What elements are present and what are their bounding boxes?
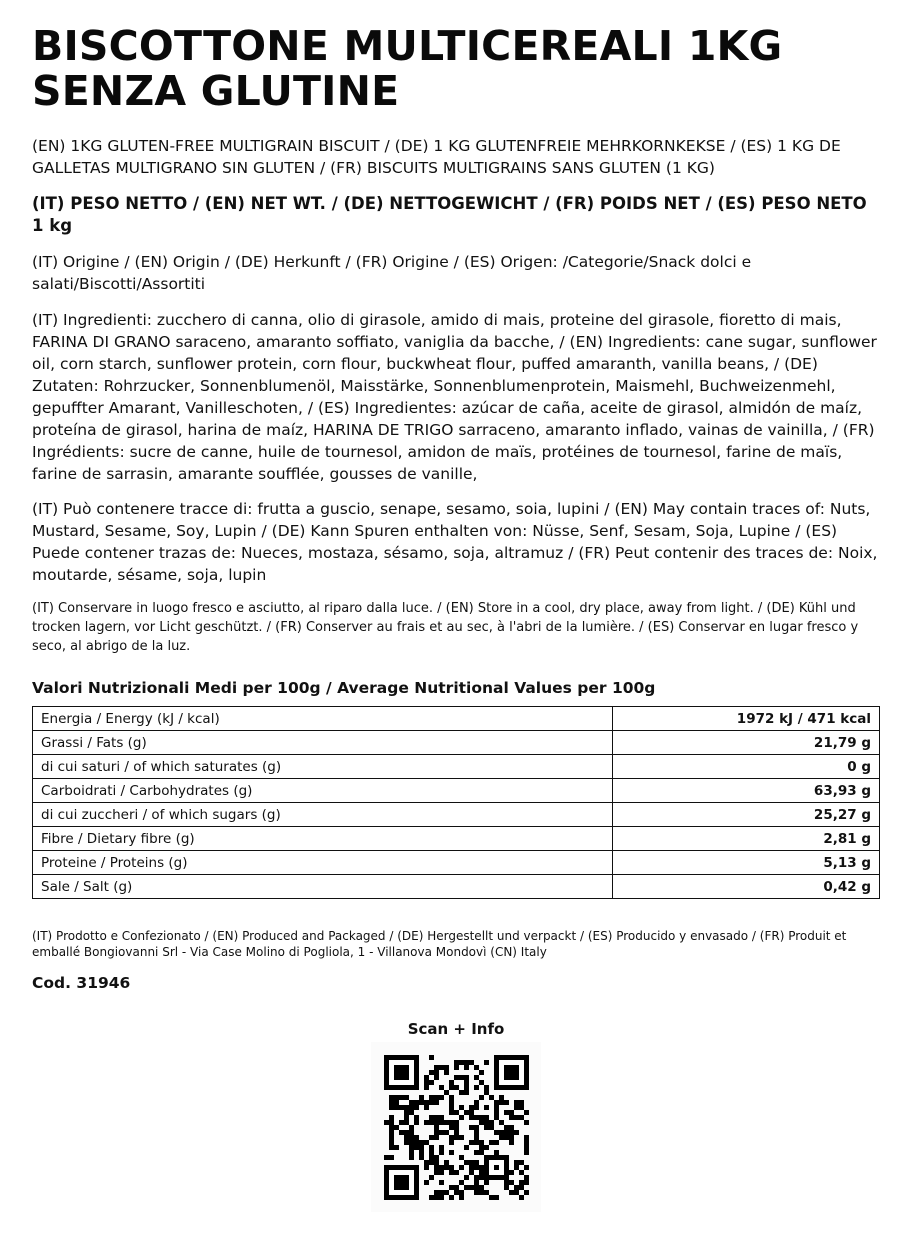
net-weight: (IT) PESO NETTO / (EN) NET WT. / (DE) NETTOGEWICHT / (FR) POIDS NET / (ES) PESO NETO 1 kg	[32, 194, 867, 235]
product-subtitle: (EN) 1KG GLUTEN-FREE MULTIGRAIN BISCUIT / (DE) 1 KG GLUTENFREIE MEHRKORNKEKSE / (ES) 1 KG DE GALLETAS MULTIGRANO SIN GLUTEN / (FR) BISCUITS MULTIGRAINS SANS GLUTEN (1 KG)	[32, 137, 841, 177]
table-row	[33, 827, 880, 851]
ingredients-text: (IT) Ingredienti: zucchero di canna, olio di girasole, amido di mais, proteine del girasole, fioretto di mais, FARINA DI GRANO saraceno, amaranto soffiato, vaniglia da bacche, / (EN) Ingredients: cane sugar, sunflower oil, corn starch, sunflower protein, corn flour, buckwheat flour, puffed amaranth, vanilla beans, / (DE) Zutaten: Rohrzucker, Sonnenblumenöl, Maisstärke, Sonnenblumenprotein, Maismehl, Buchweizenmehl, gepuffter Amarant, Vanilleschoten, / (ES) Ingredientes: azúcar de caña, aceite de girasol, almidón de maíz, proteína de girasol, harina de maíz, HARINA DE TRIGO sarraceno, amaranto inflado, vainas de vainilla, / (FR) Ingrédients: sucre de canne, huile de tournesol, amidon de maïs, protéines de tournesol, farine de maïs, farine de sarrasin, amarante soufflée, gousses de vanille,	[32, 311, 877, 483]
product-title: BISCOTTONE MULTICEREALI 1KG SENZA GLUTINE	[32, 22, 783, 115]
nutrient-value: 25,27 g	[613, 803, 880, 827]
nutrient-label: Sale / Salt (g)	[33, 875, 613, 899]
origin-text: (IT) Origine / (EN) Origin / (DE) Herkunft / (FR) Origine / (ES) Origen: /Categorie/Snack dolci e salati/Biscotti/Assortiti	[32, 253, 752, 293]
table-row	[33, 707, 880, 731]
nutrient-label: di cui saturi / of which saturates (g)	[33, 755, 613, 779]
nutrient-label: Grassi / Fats (g)	[33, 731, 613, 755]
product-code: Cod. 31946	[32, 974, 131, 992]
nutrient-value: 0,42 g	[613, 875, 880, 899]
nutrient-value: 1972 kJ / 471 kcal	[613, 707, 880, 731]
allergens-text: (IT) Può contenere tracce di: frutta a guscio, senape, sesamo, soia, lupini / (EN) May contain traces of: Nuts, Mustard, Sesame, Soy, Lupin / (DE) Kann Spuren enthalten von: Nüsse, Senf, Sesam, Soja, Lupine / (ES) Puede contener trazas de: Nueces, mostaza, sésamo, soja, altramuz / (FR) Peut contenir des traces de: Noix, moutarde, sésame, soja, lupin	[32, 500, 878, 584]
table-row	[33, 755, 880, 779]
qr-code-icon[interactable]	[371, 1042, 541, 1212]
nutrient-label: Energia / Energy (kJ / kcal)	[33, 707, 613, 731]
producer-text: (IT) Prodotto e Confezionato / (EN) Produced and Packaged / (DE) Hergestellt und verpackt / (ES) Producido y envasado / (FR) Produit et emballé Bongiovanni Srl - Via Case Molino di Pogliola, 1 - Villanova Mondovì (CN) Italy	[32, 929, 847, 959]
nutrient-label: Proteine / Proteins (g)	[33, 851, 613, 875]
qr-code-graphic	[384, 1055, 529, 1200]
nutrition-title: Valori Nutrizionali Medi per 100g / Average Nutritional Values per 100g	[32, 679, 656, 697]
nutrient-value: 0 g	[613, 755, 880, 779]
nutrient-label: Carboidrati / Carbohydrates (g)	[33, 779, 613, 803]
nutrient-value: 63,93 g	[613, 779, 880, 803]
nutrient-value: 5,13 g	[613, 851, 880, 875]
product-sheet	[32, 0, 880, 1038]
table-row	[33, 851, 880, 875]
scan-info-label: Scan + Info	[407, 1020, 505, 1038]
table-row	[33, 803, 880, 827]
nutrient-label: di cui zuccheri / of which sugars (g)	[33, 803, 613, 827]
nutrition-table	[32, 706, 880, 899]
nutrient-label: Fibre / Dietary fibre (g)	[33, 827, 613, 851]
table-row	[33, 875, 880, 899]
nutrient-value: 21,79 g	[613, 731, 880, 755]
nutrient-value: 2,81 g	[613, 827, 880, 851]
storage-text: (IT) Conservare in luogo fresco e asciutto, al riparo dalla luce. / (EN) Store in a cool, dry place, away from light. / (DE) Kühl und trocken lagern, vor Licht geschützt. / (FR) Conserver au frais et au sec, à l'abri de la lumière. / (ES) Conservar en lugar fresco y seco, al abrigo de la luz.	[32, 601, 859, 654]
table-row	[33, 731, 880, 755]
table-row	[33, 779, 880, 803]
